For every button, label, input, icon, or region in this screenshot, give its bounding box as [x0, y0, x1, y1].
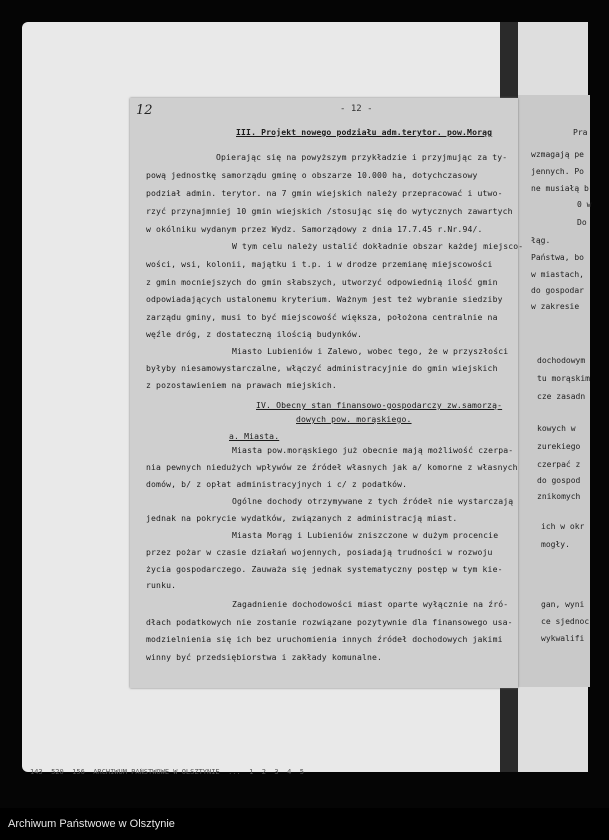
microfilm-strip: 143 520 156 ARCHIWUM PAŃSTWOWE W OLSZTYNIE ... 1 2 3 4 5 — [30, 768, 304, 776]
behind-text: 0 w — [577, 200, 592, 209]
text-line: przez pożar w czasie działań wojennych, posiadają trudności w rozwoju — [146, 547, 493, 557]
text-line: pową jednostkę samorządu gminę o obszarze 10.000 ha, dotychczasowy — [146, 170, 478, 180]
behind-text: kowych w — [537, 424, 576, 433]
text-line: odpowiadających ustalonemu kryterium. Ważnym jest też wybranie siedziby — [146, 294, 503, 304]
behind-text: w miastach, — [531, 270, 584, 279]
text-line: życia gospodarczego. Zauważa się jednak systematyczny postęp w tym kie- — [146, 564, 503, 574]
behind-text: znikomych — [537, 492, 581, 501]
behind-text: ich w okr — [541, 522, 585, 531]
text-line: Opierając się na powyższym przykładzie i przyjmując za ty- — [216, 152, 508, 162]
behind-text: wzmagają pe — [531, 150, 584, 159]
section-heading-iv: IV. Obecny stan finansowo-gospodarczy zw.samorzą- — [256, 400, 503, 410]
behind-text: zurekiego — [537, 442, 581, 451]
behind-text: do gospod — [537, 476, 581, 485]
text-line: z gmin mocniejszych do gmin słabszych, utworzyć odpowiednią ilość gmin — [146, 277, 498, 287]
text-line: Miasta Morąg i Lubieniów zniszczone w dużym procencie — [232, 530, 499, 540]
text-line: domów, b/ z opłat administracyjnych i c/ z podatków. — [146, 479, 408, 489]
text-line: jednak na pokrycie wydatków, związanych z administracją miast. — [146, 513, 458, 523]
behind-text: wykwalifi — [541, 634, 585, 643]
behind-text: czerpać z — [537, 460, 581, 469]
section-heading-iii: III. Projekt nowego podziału adm.terytor. pow.Morąg — [236, 127, 493, 137]
text-line: podział admin. terytor. na 7 gmin wiejskich należy przepracować i utwo- — [146, 188, 503, 198]
text-line: Miasta pow.morąskiego już obecnie mają możliwość czerpa- — [232, 445, 514, 455]
page-header: - 12 - — [340, 104, 373, 114]
text-line: Ogólne dochody otrzymywane z tych źródeł nie wystarczają — [232, 496, 514, 506]
behind-text: Pra — [573, 128, 588, 137]
behind-text: dochodowym — [537, 356, 586, 365]
text-line: rzyć przynajmniej 10 gmin wiejskich /stosując się do wytycznych zawartych — [146, 206, 513, 216]
behind-text: do gospodar — [531, 286, 584, 295]
text-line: modzielnienia się ich bez uruchomienia innych źródeł dochodowych jakimi — [146, 634, 503, 644]
behind-text: mogły. — [541, 540, 570, 549]
text-line: byłyby niesamowystarczalne, włączyć administracyjnie do gmin wiejskich — [146, 363, 498, 373]
behind-text: cze zasadn — [537, 392, 586, 401]
section-heading-iv-cont: dowych pow. morąskiego. — [296, 414, 412, 424]
behind-text: łąg. — [531, 236, 551, 245]
text-line: runku. — [146, 580, 177, 590]
text-line: dłach podatkowych nie zostanie rozwiązane pozytywnie dla finansowego usa- — [146, 617, 513, 627]
handwritten-page-number: 12 — [136, 103, 153, 118]
behind-text: ne musiałą b — [531, 184, 589, 193]
text-line: W tym celu należy ustalić dokładnie obszar każdej miejsco- — [232, 241, 524, 251]
text-line: nia pewnych niedużych wpływów ze źródeł własnych jak a/ komorne z własnych — [146, 462, 518, 472]
text-line: w okólniku wydanym przez Wydz. Samorządowy z dnia 17.7.45 r.Nr.94/. — [146, 224, 483, 234]
behind-text: ce sjednoc — [541, 617, 590, 626]
text-line: zarządu gminy, musi to być miejscowość większa, położona centralnie na — [146, 312, 498, 322]
text-line: z pozostawieniem na prawach miejskich. — [146, 380, 337, 390]
behind-text: tu morąskim — [537, 374, 590, 383]
archive-name: Archiwum Państwowe w Olsztynie — [8, 818, 175, 830]
behind-text: Do — [577, 218, 587, 227]
behind-text: gan, wyni — [541, 600, 585, 609]
text-line: winny być przedsiębiorstwa i zakłady komunalne. — [146, 652, 383, 662]
subsection-heading: a. Miasta. — [229, 431, 280, 441]
behind-text: Państwa, bo — [531, 253, 584, 262]
text-line: wości, wsi, kolonii, majątku i t.p. i w drodze przemianę miejscowości — [146, 259, 493, 269]
text-line: Miasto Lubieniów i Zalewo, wobec tego, że w przyszłości — [232, 346, 509, 356]
behind-text: w zakresie — [531, 302, 580, 311]
text-line: Zagadnienie dochodowości miast oparte wyłącznie na źró- — [232, 599, 509, 609]
text-line: węźle dróg, z dostateczną ilością budynków. — [146, 329, 362, 339]
behind-text: jennych. Po — [531, 167, 584, 176]
